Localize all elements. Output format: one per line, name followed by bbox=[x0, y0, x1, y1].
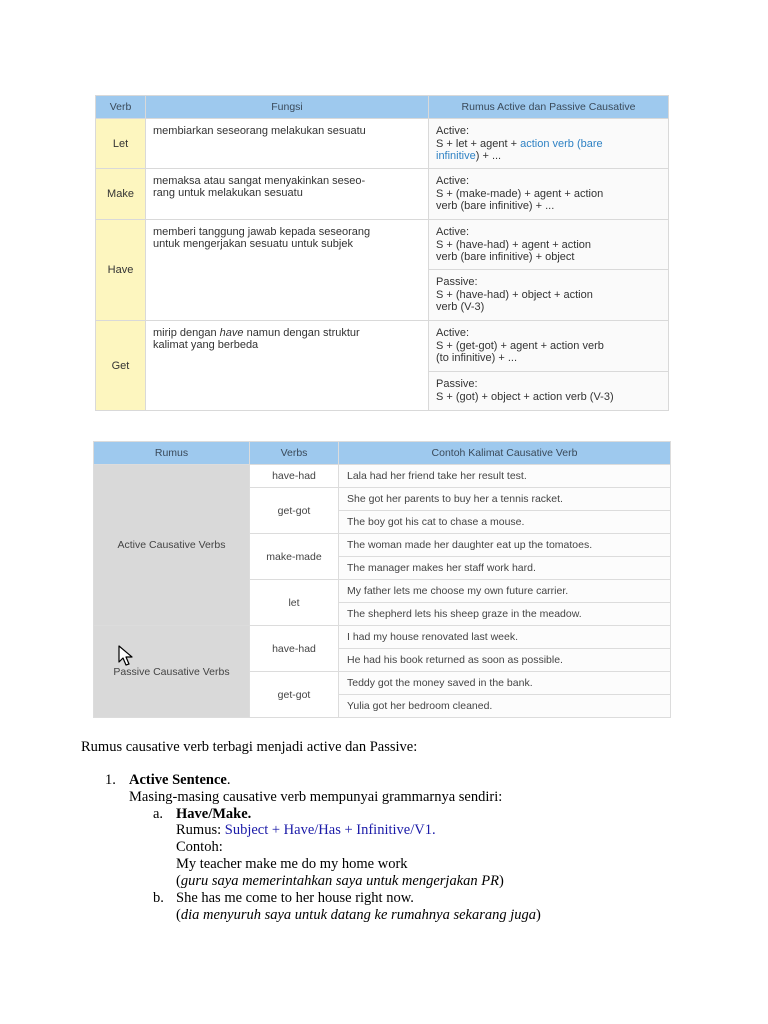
table1-header-rumus: Rumus Active dan Passive Causative bbox=[429, 96, 669, 119]
rumus-cell bbox=[429, 220, 669, 270]
table2-header-verbs: Verbs bbox=[250, 442, 339, 465]
rumus-label: Active: bbox=[436, 175, 470, 187]
verb-cell: Make bbox=[96, 169, 146, 220]
example-heading: Contoh: bbox=[176, 839, 223, 855]
rumus-line: S + (have-had) + agent + action bbox=[436, 238, 592, 251]
rumus-cell bbox=[429, 270, 669, 321]
example-cell: Lala had her friend take her result test. bbox=[339, 465, 671, 488]
fungsi-emphasis: have bbox=[219, 327, 244, 339]
verb-cell: Get bbox=[96, 321, 146, 411]
rumus-label: Active: bbox=[436, 327, 470, 339]
rumus-cell bbox=[429, 119, 669, 169]
rumus-line: S + (have-had) + object + action bbox=[436, 288, 593, 301]
causative-formula-table bbox=[95, 95, 669, 411]
fungsi-cell bbox=[146, 119, 429, 169]
formula-label: Rumus: bbox=[176, 822, 225, 838]
subsection-title-text: Have/Make. bbox=[176, 806, 252, 822]
example-cell: I had my house renovated last week. bbox=[339, 626, 671, 649]
rumus-label: Passive: bbox=[436, 378, 478, 390]
formula-line bbox=[176, 822, 436, 839]
subsection-title bbox=[176, 806, 251, 823]
paren: ) bbox=[498, 873, 504, 889]
verb-cell: Let bbox=[96, 119, 146, 169]
fungsi-line bbox=[153, 327, 422, 339]
group-cell: Active Causative Verbs bbox=[94, 465, 250, 626]
verb-cell: get-got bbox=[250, 672, 339, 718]
table2-header-rumus: Rumus bbox=[94, 442, 250, 465]
rumus-label: Active: bbox=[436, 125, 470, 137]
causative-example-table bbox=[93, 441, 671, 718]
section-title-punct: . bbox=[226, 772, 231, 788]
fungsi-line: memberi tanggung jawab kepada seseorang bbox=[153, 226, 371, 238]
table-row bbox=[96, 220, 669, 270]
rumus-line: ) + ... bbox=[475, 150, 502, 162]
section-title: Active Sentence bbox=[129, 772, 227, 788]
list-number: 1. bbox=[105, 772, 116, 788]
rumus-label: Passive: bbox=[436, 276, 478, 288]
example-cell: The boy got his cat to chase a mouse. bbox=[339, 511, 671, 534]
translation-text: guru saya memerintahkan saya untuk mengerjakan PR bbox=[180, 873, 499, 889]
rumus-label: Active: bbox=[436, 226, 470, 238]
rumus-line: S + (got) + object + action verb (V-3) bbox=[436, 390, 614, 403]
table-row bbox=[96, 119, 669, 169]
table2-header-contoh: Contoh Kalimat Causative Verb bbox=[339, 442, 671, 465]
mouse-cursor-icon bbox=[118, 645, 134, 667]
table2-header-row bbox=[94, 442, 671, 465]
table1-header-verb: Verb bbox=[96, 96, 146, 119]
table-row bbox=[94, 465, 671, 488]
formula-text: Subject + Have/Has + Infinitive/V1. bbox=[224, 822, 436, 838]
example-cell: She got her parents to buy her a tennis racket. bbox=[339, 488, 671, 511]
verb-cell: Have bbox=[96, 220, 146, 321]
rumus-cell bbox=[429, 169, 669, 220]
rumus-line: (to infinitive) + ... bbox=[436, 352, 518, 364]
example-cell: The manager makes her staff work hard. bbox=[339, 557, 671, 580]
example-translation bbox=[176, 907, 541, 924]
translation-text: dia menyuruh saya untuk datang ke rumahnya sekarang juga bbox=[180, 907, 537, 923]
paren: ( bbox=[176, 907, 181, 923]
example-sentence: My teacher make me do my home work bbox=[176, 856, 408, 872]
section-description: Masing-masing causative verb mempunyai grammarnya sendiri: bbox=[129, 789, 503, 805]
fungsi-line: rang untuk melakukan sesuatu bbox=[153, 187, 303, 199]
rumus-line: verb (bare infinitive) + object bbox=[436, 251, 575, 263]
rumus-line: S + let + agent + bbox=[436, 137, 521, 150]
fungsi-text: mirip dengan bbox=[153, 327, 220, 339]
fungsi-line: untuk mengerjakan sesuatu untuk subjek bbox=[153, 238, 353, 250]
example-sentence: She has me come to her house right now. bbox=[176, 890, 414, 906]
group-cell: Passive Causative Verbs bbox=[94, 626, 250, 718]
example-translation bbox=[176, 873, 504, 890]
verb-cell: have-had bbox=[250, 626, 339, 672]
rumus-line: S + (make-made) + agent + action bbox=[436, 187, 604, 200]
verb-cell: make-made bbox=[250, 534, 339, 580]
intro-text: Rumus causative verb terbagi menjadi active dan Passive: bbox=[81, 739, 418, 755]
example-cell: The woman made her daughter eat up the tomatoes. bbox=[339, 534, 671, 557]
fungsi-line: membiarkan seseorang melakukan sesuatu bbox=[153, 125, 366, 137]
rumus-line: verb (bare infinitive) + ... bbox=[436, 200, 555, 212]
table-row bbox=[96, 169, 669, 220]
example-cell: Yulia got her bedroom cleaned. bbox=[339, 695, 671, 718]
rumus-highlight: action verb (bare bbox=[520, 137, 603, 150]
table1-header-fungsi: Fungsi bbox=[146, 96, 429, 119]
example-cell: He had his book returned as soon as possible. bbox=[339, 649, 671, 672]
table-row bbox=[94, 626, 671, 649]
sub-list-letter: a. bbox=[153, 806, 164, 822]
fungsi-text: namun dengan struktur bbox=[243, 327, 360, 339]
rumus-cell bbox=[429, 372, 669, 411]
paren: ( bbox=[176, 873, 181, 889]
rumus-highlight: infinitive bbox=[436, 150, 476, 162]
fungsi-cell bbox=[146, 321, 429, 411]
example-cell: Teddy got the money saved in the bank. bbox=[339, 672, 671, 695]
example-cell: My father lets me choose my own future carrier. bbox=[339, 580, 671, 603]
table-row bbox=[96, 321, 669, 372]
sub-list-letter: b. bbox=[153, 890, 164, 906]
fungsi-line: memaksa atau sangat menyakinkan seseo- bbox=[153, 175, 366, 187]
verb-cell: let bbox=[250, 580, 339, 626]
section-heading bbox=[129, 772, 230, 789]
rumus-line: S + (get-got) + agent + action verb bbox=[436, 339, 604, 352]
fungsi-cell bbox=[146, 169, 429, 220]
verb-cell: have-had bbox=[250, 465, 339, 488]
table1-header-row bbox=[96, 96, 669, 119]
paren: ) bbox=[536, 907, 541, 923]
verb-cell: get-got bbox=[250, 488, 339, 534]
fungsi-line: kalimat yang berbeda bbox=[153, 339, 259, 351]
fungsi-cell bbox=[146, 220, 429, 321]
example-cell: The shepherd lets his sheep graze in the meadow. bbox=[339, 603, 671, 626]
rumus-line: verb (V-3) bbox=[436, 301, 485, 313]
rumus-cell bbox=[429, 321, 669, 372]
